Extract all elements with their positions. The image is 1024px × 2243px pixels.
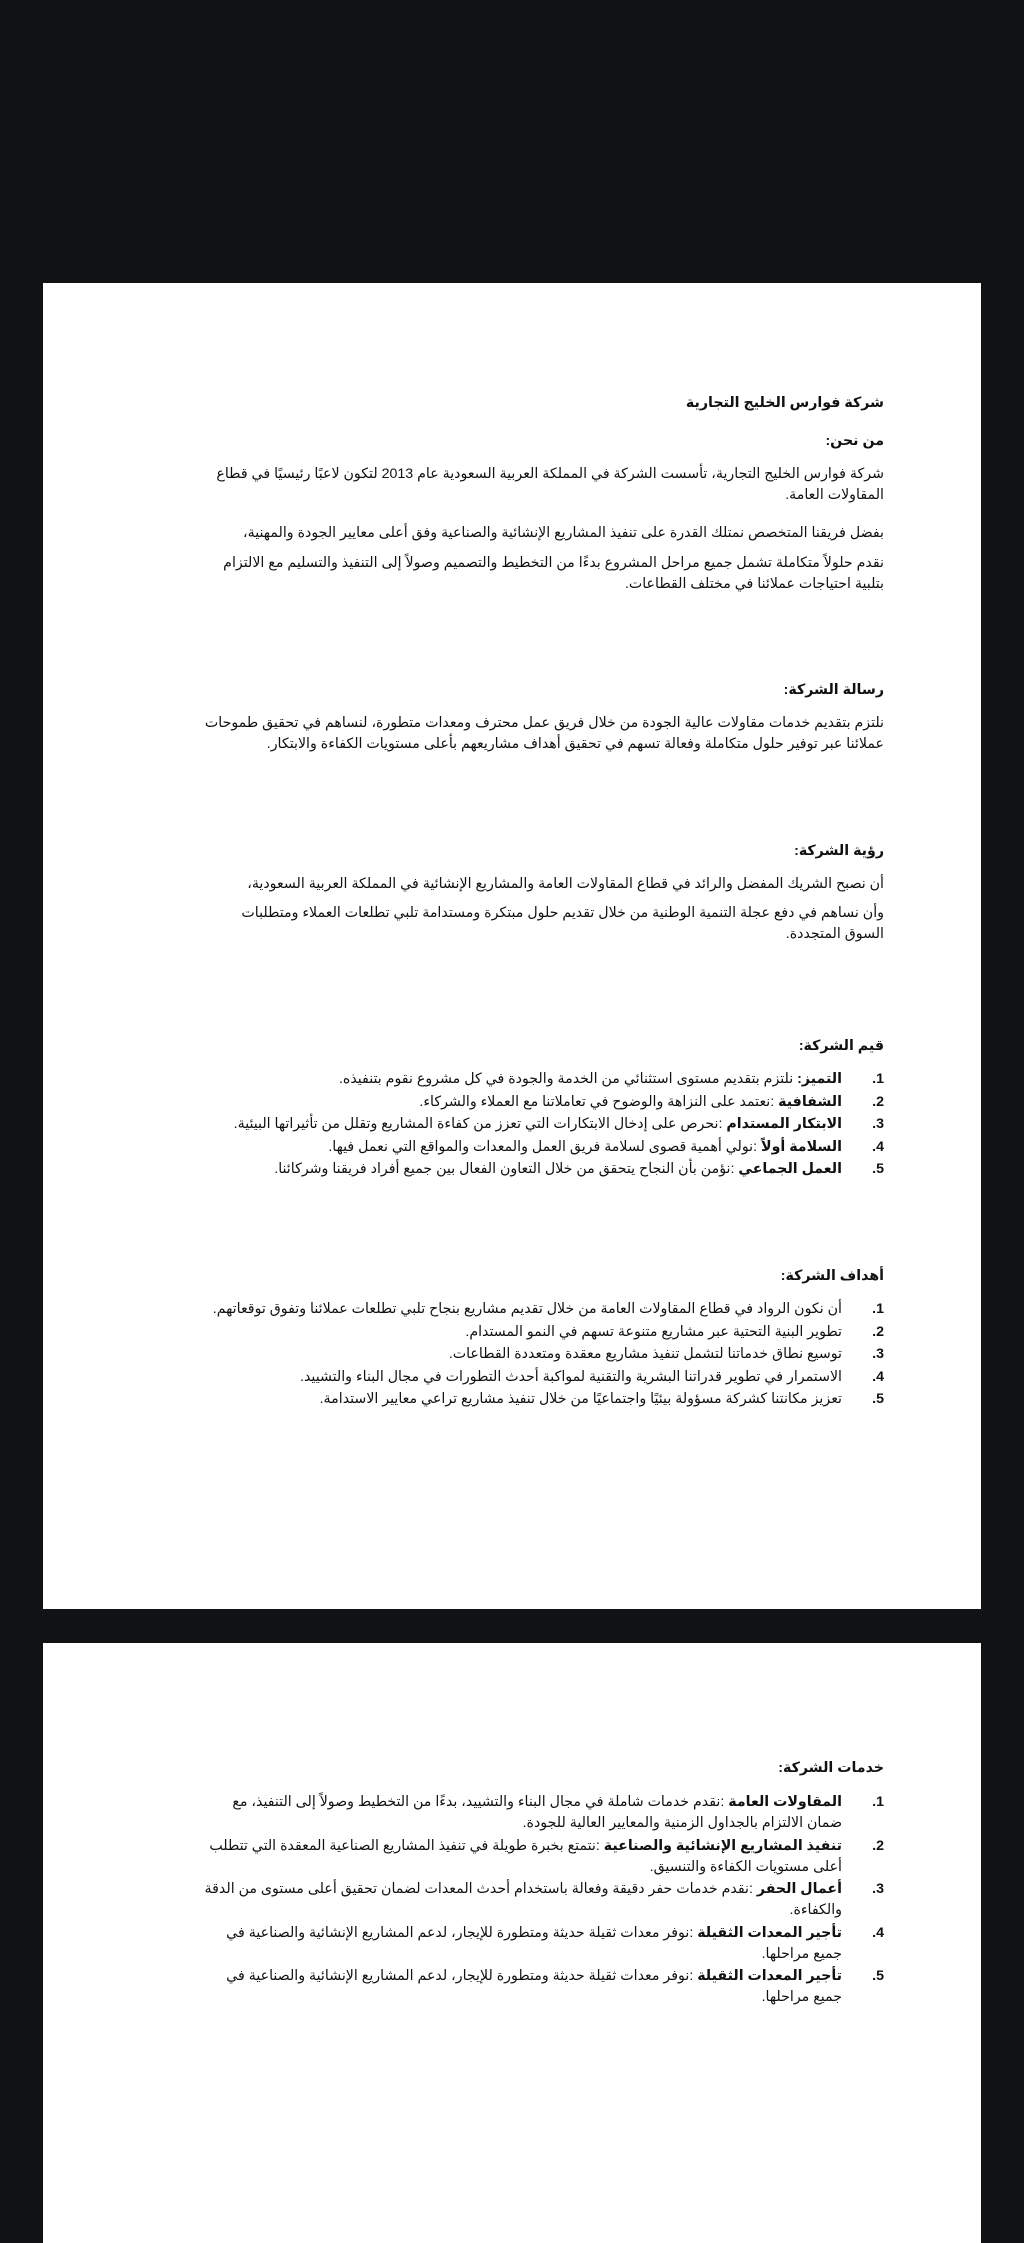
- list-item: [201, 1879, 884, 1921]
- list-number: 2.: [872, 1093, 884, 1110]
- goal-text: توسيع نطاق خدماتنا لتشمل تنفيذ مشاريع معقدة ومتعددة القطاعات.: [448, 1346, 842, 1362]
- list-number: 5.: [872, 1161, 884, 1177]
- value-description: :نولي أهمية قصوى لسلامة فريق العمل والمعدات والمواقع التي نعمل فيها.: [328, 1138, 762, 1155]
- service-term: تأجير المعدات الثقيلة: [697, 1968, 842, 1984]
- value-description: :نعتمد على النزاهة والوضوح في تعاملاتنا مع العملاء والشركاء.: [419, 1093, 779, 1110]
- page-content: [201, 1643, 884, 2219]
- values-list: [201, 1069, 884, 1182]
- list-item: [201, 1836, 884, 1878]
- service-term: تنفيذ المشاريع الإنشائية والصناعية: [603, 1837, 842, 1854]
- values-heading: قيم الشركة:: [798, 1038, 884, 1054]
- list-number: 1.: [872, 1301, 884, 1317]
- value-term: الابتكار المستدام: [726, 1116, 842, 1132]
- list-number: 3.: [872, 1881, 884, 1897]
- list-number: 3.: [872, 1116, 884, 1132]
- service-term: تأجير المعدات الثقيلة: [697, 1924, 842, 1941]
- service-description: :نقدم خدمات حفر دقيقة وفعالة باستخدام أحدث المعدات لضمان تحقيق أعلى مستوى من الدقة والكفاءة.: [204, 1881, 842, 1918]
- list-number: 5.: [872, 1391, 884, 1407]
- about-paragraph-1: شركة فوارس الخليج التجارية، تأسست الشركة في المملكة العربية السعودية عام 2013 لتكون لاعبًا رئيسيًا في قطاع المقاولات العامة.: [216, 466, 884, 503]
- document-page-2: [43, 1643, 981, 2243]
- mission-paragraph: نلتزم بتقديم خدمات مقاولات عالية الجودة من خلال فريق عمل محترف ومعدات متطورة، لنساهم في تحقيق طموحات عملائنا عبر توفير حلول متكاملة وفعالة تسهم في تحقيق أهداف مشاريعهم بأعلى مستويات الكفاءة والابتكار.: [204, 715, 884, 752]
- services-heading: خدمات الشركة:: [778, 1760, 884, 1776]
- goal-text: تطوير البنية التحتية عبر مشاريع متنوعة تسهم في النمو المستدام.: [465, 1323, 842, 1340]
- list-number: 1.: [872, 1794, 884, 1810]
- vision-paragraph-1: أن نصبح الشريك المفضل والرائد في قطاع المقاولات العامة والمشاريع الإنشائية في المملكة العربية السعودية،: [247, 876, 884, 892]
- document-title: شركة فوارس الخليج التجارية: [685, 395, 884, 411]
- list-item: [201, 1367, 884, 1388]
- service-description: :نوفر معدات ثقيلة حديثة ومتطورة للإيجار، لدعم المشاريع الإنشائية والصناعية في جميع مراحلها.: [226, 1924, 842, 1962]
- service-description: :نتمتع بخبرة طويلة في تنفيذ المشاريع الصناعية المعقدة التي تتطلب أعلى مستويات الكفاءة والتنسيق.: [209, 1837, 842, 1875]
- list-item: [201, 1344, 884, 1365]
- list-number: 4.: [872, 1368, 884, 1385]
- service-description: :نقدم خدمات شاملة في مجال البناء والتشييد، بدءًا من التخطيط وصولاً إلى التنفيذ، مع ضمان الالتزام بالجداول الزمنية والمعايير العالية للجودة.: [232, 1794, 842, 1831]
- list-number: 4.: [872, 1924, 884, 1941]
- page-content: [201, 283, 884, 1609]
- list-item: [201, 1923, 884, 1965]
- document-page-1: [43, 283, 981, 1609]
- vision-paragraph-2: وأن نساهم في دفع عجلة التنمية الوطنية من خلال تقديم حلول مبتكرة ومستدامة تلبي تطلعات العملاء ومتطلبات السوق المتجددة.: [241, 905, 884, 942]
- list-number: 1.: [872, 1071, 884, 1087]
- list-item: [201, 1299, 884, 1320]
- list-item: [201, 1966, 884, 2008]
- list-item: [201, 1389, 884, 1410]
- about-heading: من نحن:: [825, 433, 884, 449]
- list-item: [201, 1069, 884, 1090]
- value-term: السلامة أولاً: [761, 1138, 842, 1155]
- services-list: [201, 1792, 884, 2010]
- about-paragraph-3: نقدم حلولاً متكاملة تشمل جميع مراحل المشروع بدءًا من التخطيط والتصميم وصولاً إلى التنفيذ والتسليم مع الالتزام بتلبية احتياجات عملائنا في مختلف القطاعات.: [223, 555, 884, 592]
- value-term: الشفافية: [778, 1093, 842, 1110]
- vision-heading: رؤية الشركة:: [794, 843, 884, 859]
- value-description: :نحرص على إدخال الابتكارات التي تعزز من كفاءة المشاريع وتقلل من تأثيراتها البيئية.: [233, 1116, 727, 1132]
- service-term: أعمال الحفر: [756, 1881, 842, 1897]
- list-number: 4.: [872, 1138, 884, 1155]
- list-item: [201, 1137, 884, 1158]
- list-item: [201, 1322, 884, 1343]
- list-number: 2.: [872, 1323, 884, 1340]
- goal-text: أن نكون الرواد في قطاع المقاولات العامة من خلال تقديم مشاريع بنجاح تلبي تطلعات عملائنا وتفوق توقعاتهم.: [212, 1301, 842, 1317]
- list-item: [201, 1092, 884, 1113]
- value-description: :نؤمن بأن النجاح يتحقق من خلال التعاون الفعال بين جميع أفراد فريقنا وشركائنا.: [274, 1161, 739, 1177]
- goal-text: تعزيز مكانتنا كشركة مسؤولة بيئيًا واجتماعيًا من خلال تنفيذ مشاريع تراعي معايير الاستدامة.: [319, 1391, 842, 1407]
- list-number: 2.: [872, 1837, 884, 1854]
- list-item: [201, 1792, 884, 1834]
- list-item: [201, 1159, 884, 1180]
- list-number: 3.: [872, 1346, 884, 1362]
- service-term: المقاولات العامة: [728, 1794, 842, 1810]
- list-number: 5.: [872, 1968, 884, 1984]
- goals-list: [201, 1299, 884, 1412]
- value-term: العمل الجماعي: [738, 1161, 842, 1177]
- value-description: نلتزم بتقديم مستوى استثنائي من الخدمة والجودة في كل مشروع نقوم بتنفيذه.: [338, 1071, 798, 1087]
- goal-text: الاستمرار في تطوير قدراتنا البشرية والتقنية لمواكبة أحدث التطورات في مجال البناء والتشييد.: [300, 1368, 842, 1385]
- service-description: :نوفر معدات ثقيلة حديثة ومتطورة للإيجار، لدعم المشاريع الإنشائية والصناعية في جميع مراحلها.: [226, 1968, 842, 2005]
- mission-heading: رسالة الشركة:: [783, 682, 884, 698]
- about-paragraph-2: بفضل فريقنا المتخصص نمتلك القدرة على تنفيذ المشاريع الإنشائية والصناعية وفق أعلى معايير الجودة والمهنية،: [243, 525, 884, 541]
- value-term: التميز:: [797, 1071, 842, 1087]
- goals-heading: أهداف الشركة:: [780, 1268, 884, 1284]
- list-item: [201, 1114, 884, 1135]
